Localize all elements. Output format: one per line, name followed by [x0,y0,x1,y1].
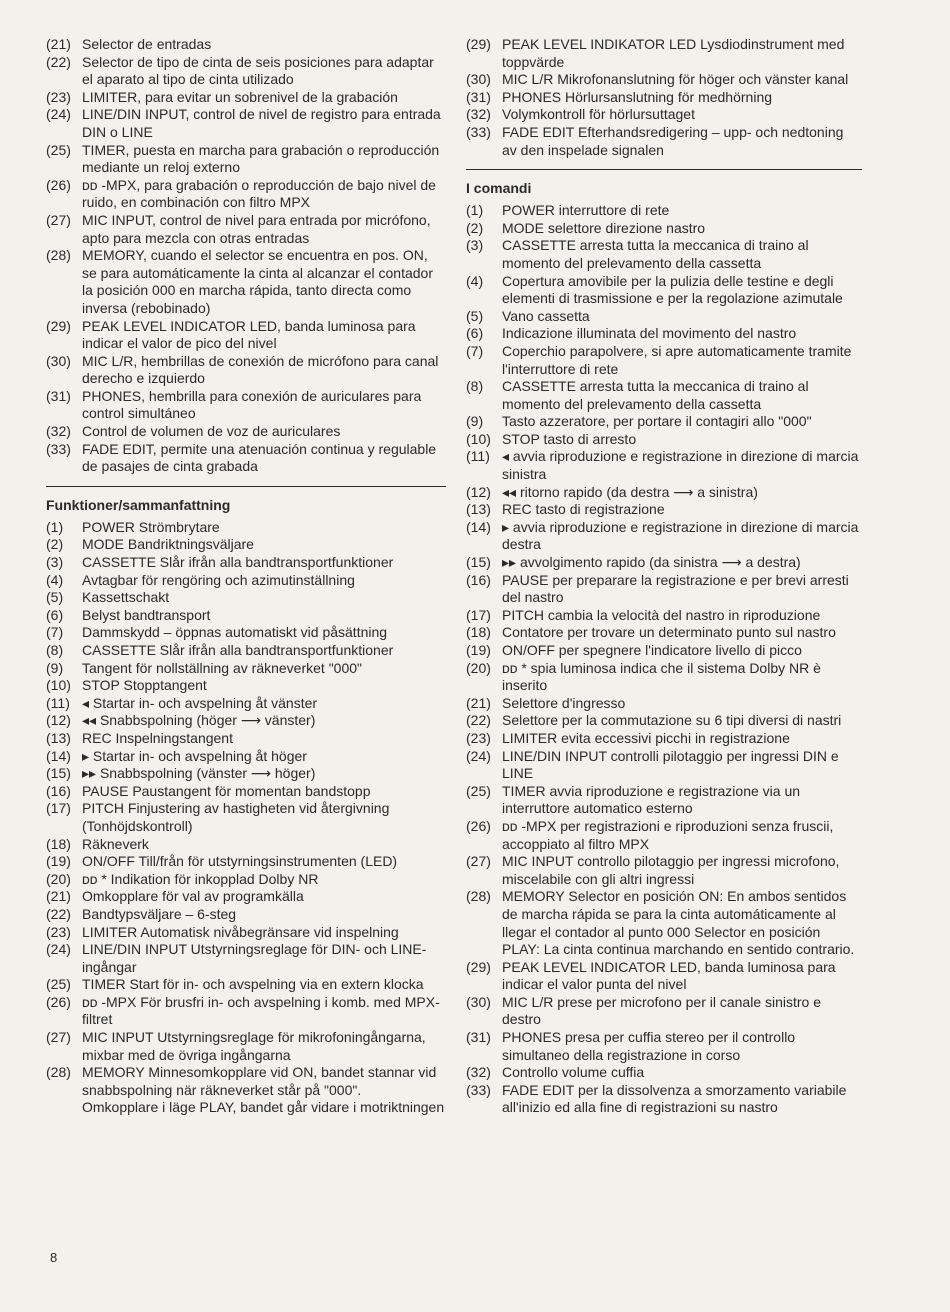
item-text: ▸▸ Snabbspolning (vänster ⟶ höger) [82,765,316,782]
list-item [46,247,446,317]
item-text: ᴅᴅ -MPX, para grabación o reproducción de bajo nivel de ruido, en combinación con filtro MPX [82,176,436,211]
list-item [46,36,446,54]
item-text: Copertura amovibile per la pulizia delle testine e degli elementi di trasmissione e per la regolazione azimutale [502,272,843,307]
item-number: (29) [466,36,491,52]
list-item [466,1082,862,1117]
item-number: (11) [46,694,70,711]
list-item [466,378,862,413]
item-number: (4) [466,272,484,289]
item-number: (27) [466,853,491,870]
list-item [46,212,446,247]
list-item [466,124,862,159]
list-item [466,89,862,107]
list-item [46,89,446,107]
item-text: PEAK LEVEL INDIKATOR LED Lysdiodinstrument med toppvärde [502,36,845,70]
item-number: (28) [46,1064,71,1081]
list-item [46,1064,446,1099]
item-text: CASSETTE Slår ifrån alla bandtransportfunktioner [82,554,394,571]
item-number: (26) [46,176,71,193]
item-text: ▸ avvia riproduzione e registrazione in direzione di marcia destra [502,518,859,553]
page-number: 8 [50,1250,58,1265]
list-item [46,353,446,388]
list-item [46,589,446,607]
item-text: MODE selettore direzione nastro [502,219,706,236]
list-item [46,519,446,537]
item-number: (25) [46,141,71,158]
item-number: (30) [46,352,71,369]
list-item [466,607,862,625]
item-text: TIMER avvia riproduzione e registrazione via un interruttore automatico esterno [502,782,801,817]
list-item [46,941,446,976]
item-text: Tasto azzeratore, per portare il contagiri allo "000" [502,413,812,430]
item-number: (16) [466,571,491,588]
item-number: (26) [466,817,491,834]
swedish-list-continued [466,36,862,159]
item-text: CASSETTE Slår ifrån alla bandtransportfunktioner [82,642,394,658]
item-text: ◂◂ ritorno rapido (da destra ⟶ a sinistra) [502,483,758,500]
list-item [466,994,862,1029]
item-text: CASSETTE arresta tutta la meccanica di traino al momento del prelevamento della cassetta [502,237,809,271]
item-text: ◂◂ Snabbspolning (höger ⟶ vänster) [82,712,316,729]
list-item [46,142,446,177]
list-item [46,783,446,801]
item-text: PEAK LEVEL INDICATOR LED, banda luminosa para indicar el valor punta del nivel [502,958,836,993]
list-item [466,519,862,554]
list-item [466,748,862,783]
list-item [466,106,862,124]
item-number: (20) [466,659,491,676]
list-item [46,906,446,924]
item-number: (17) [46,800,71,817]
list-item [466,1064,862,1082]
item-text: MEMORY, cuando el selector se encuentra en pos. ON, se para automáticamente la cinta al alcanzar el contador la posición 000 en marcha rápida, tanto directa como inversa (rebobinado) [82,247,433,316]
list-item [466,730,862,748]
item-number: (22) [46,905,71,922]
item-number: (15) [466,554,491,571]
item-number: (23) [466,729,491,746]
item-number: (31) [46,387,71,404]
item-text: MEMORY Selector en posición ON: En ambos sentidos de marcha rápida se para la cinta automáticamente al llegar el contador al punto 000 Selector en posición PLAY: La cinta continua marchando en sentido contrario. [502,888,855,958]
item-number: (32) [466,1064,491,1081]
list-item [466,572,862,607]
item-number: (5) [466,307,484,324]
item-number: (6) [466,325,484,342]
list-item [46,441,446,476]
item-text: MIC INPUT Utstyrningsreglage för mikrofoningångarna, mixbar med de övriga ingångarna [82,1029,426,1063]
list-item [46,607,446,625]
item-number: (12) [466,483,491,500]
item-number: (27) [46,1029,71,1046]
item-text: CASSETTE arresta tutta la meccanica di traino al momento del prelevamento della cassetta [502,378,809,412]
left-column [46,36,446,1117]
item-number: (18) [466,624,491,641]
item-text: ᴅᴅ * Indikation för inkopplad Dolby NR [82,870,319,887]
list-item [466,484,862,502]
item-text: LINE/DIN INPUT Utstyrningsreglage för DIN- och LINE-ingångar [82,941,427,975]
list-item [466,660,862,695]
list-item [46,888,446,906]
list-item [466,220,862,238]
list-item [46,677,446,695]
item-number: (2) [466,219,484,236]
item-number: (16) [46,782,71,799]
item-number: (15) [46,765,71,782]
list-item [466,959,862,994]
list-item [46,660,446,678]
item-number: (28) [46,247,71,264]
item-text: PITCH cambia la velocità del nastro in riproduzione [502,606,821,623]
list-item [46,318,446,353]
section-divider [466,169,862,170]
item-text: LIMITER, para evitar un sobrenivel de la grabación [82,88,398,105]
item-number: (5) [46,589,64,606]
item-number: (20) [46,870,71,887]
item-number: (31) [466,1029,491,1046]
item-number: (13) [466,501,491,518]
item-number: (18) [46,835,71,852]
item-number: (26) [46,993,71,1010]
item-text: STOP Stopptangent [82,677,207,694]
item-text: ▸ Startar in- och avspelning åt höger [82,747,307,764]
list-item [46,871,446,889]
item-text: ◂ Startar in- och avspelning åt vänster [82,694,318,711]
list-item [46,924,446,942]
item-number: (29) [466,958,491,975]
item-number: (25) [466,782,491,799]
list-item [466,818,862,853]
italian-list [466,202,862,1117]
item-text: Avtagbar för rengöring och azimutinställning [82,571,355,588]
list-item [46,800,446,835]
list-item [466,413,862,431]
item-number: (30) [466,993,491,1010]
item-text: PHONES Hörlursanslutning för medhörning [502,88,773,105]
item-text: Selettore d'ingresso [502,694,626,711]
item-number: (31) [466,88,491,105]
item-number: (17) [466,606,491,623]
list-item [46,976,446,994]
item-number: (33) [466,123,491,140]
item-text: Belyst bandtransport [82,606,211,623]
item-number: (24) [46,106,71,123]
item-number: (27) [46,211,71,228]
list-item [466,237,862,272]
list-item [466,888,862,958]
item-number: (32) [466,106,491,123]
list-item [466,202,862,220]
item-text: Coperchio parapolvere, si apre automaticamente tramite l'interruttore di rete [502,342,852,377]
item-text: Control de volumen de voz de auriculares [82,423,341,440]
item-text: Selector de entradas [82,36,212,52]
list-item [46,106,446,141]
list-item [46,730,446,748]
item-number: (22) [46,53,71,70]
item-text: ᴅᴅ -MPX För brusfri in- och avspelning i komb. med MPX-filtret [82,993,440,1028]
list-item [466,325,862,343]
item-number: (32) [46,423,71,440]
item-text: Tangent för nollställning av räkneverket "000" [82,659,362,676]
item-number: (14) [466,518,491,535]
item-text: MIC L/R prese per microfono per il canale sinistro e destro [502,993,822,1028]
item-number: (22) [466,712,491,729]
list-item [466,712,862,730]
item-text: MEMORY Minnesomkopplare vid ON, bandet stannar vid snabbspolning när räkneverket står på "000". [82,1064,437,1098]
item-number: (11) [466,448,490,465]
italian-heading: I comandi [466,180,532,197]
list-item [46,642,446,660]
item-text: Controllo volume cuffia [502,1064,645,1081]
item-number: (24) [466,747,491,764]
item-text: POWER Strömbrytare [82,518,220,535]
list-item [46,536,446,554]
list-item [466,273,862,308]
item-text: LIMITER Automatisk nivåbegränsare vid inspelning [82,923,399,940]
item-text: TIMER Start för in- och avspelning via en extern klocka [82,976,424,993]
item-text: PEAK LEVEL INDICATOR LED, banda luminosa para indicar el valor de pico del nivel [82,317,416,352]
list-item [46,177,446,212]
swedish-item-28-continuation: Omkopplare i läge PLAY, bandet går vidare i motriktningen [82,1099,445,1116]
item-number: (4) [46,571,64,588]
item-number: (28) [466,888,491,905]
item-number: (7) [466,342,484,359]
list-item [466,343,862,378]
item-text: PHONES, hembrilla para conexión de auriculares para control simultáneo [82,387,422,422]
item-number: (33) [466,1081,491,1098]
item-number: (30) [466,71,491,88]
item-text: PAUSE per preparare la registrazione e per brevi arresti del nastro [502,571,849,606]
list-item [46,624,446,642]
item-number: (19) [46,853,71,870]
item-text: MIC INPUT, control de nivel para entrada por micrófono, apto para mezcla con otras entradas [82,211,431,246]
item-number: (9) [466,413,484,430]
item-number: (1) [466,202,484,219]
item-number: (23) [46,88,71,105]
item-number: (21) [46,888,71,905]
list-item [46,765,446,783]
item-number: (7) [46,624,64,641]
item-text: FADE EDIT Efterhandsredigering – upp- och nedtoning av den inspelade signalen [502,123,844,158]
item-number: (33) [46,440,71,457]
item-number: (24) [46,941,71,958]
item-number: (14) [46,747,71,764]
list-item [46,748,446,766]
list-item [46,695,446,713]
item-text: MIC L/R Mikrofonanslutning för höger och vänster kanal [502,71,849,88]
item-text: FADE EDIT per la dissolvenza a smorzamento variabile all'inizio ed alla fine di registrazioni su nastro [502,1081,847,1116]
list-item [46,572,446,590]
item-text: FADE EDIT, permite una atenuación continua y regulable de pasajes de cinta grabada [82,440,437,475]
item-text: ᴅᴅ * spia luminosa indica che il sistema Dolby NR è inserito [502,659,821,694]
list-item [46,388,446,423]
item-text: Kassettschakt [82,589,170,606]
list-item [466,1029,862,1064]
item-number: (12) [46,712,71,729]
list-item [466,308,862,326]
list-item [466,695,862,713]
swedish-heading: Funktioner/sammanfattning [46,496,231,513]
item-text: LINE/DIN INPUT controlli pilotaggio per ingressi DIN e LINE [502,747,839,782]
list-item [466,501,862,519]
item-number: (1) [46,518,64,535]
item-text: MIC INPUT controllo pilotaggio per ingressi microfono, miscelabile con gli altri ingressi [502,853,840,887]
item-number: (9) [46,659,64,676]
spanish-list [46,36,446,476]
item-text: PAUSE Paustangent för momentan bandstopp [82,782,371,799]
item-text: ON/OFF per spegnere l'indicatore livello di picco [502,642,802,658]
item-text: STOP tasto di arresto [502,430,637,447]
item-number: (2) [46,536,64,553]
item-text: LINE/DIN INPUT, control de nivel de registro para entrada DIN o LINE [82,106,441,140]
item-number: (21) [46,36,71,52]
item-number: (23) [46,923,71,940]
item-text: REC Inspelningstangent [82,729,233,746]
list-item [46,853,446,871]
item-text: Dammskydd – öppnas automatiskt vid påsättning [82,624,388,641]
section-divider [46,486,446,487]
item-text: ◂ avvia riproduzione e registrazione in direzione di marcia sinistra [502,448,859,483]
item-text: REC tasto di registrazione [502,501,665,518]
item-text: Selector de tipo de cinta de seis posiciones para adaptar el aparato al tipo de cinta utilizado [82,53,434,88]
item-text: PHONES presa per cuffia stereo per il controllo simultaneo della registrazione in corso [502,1029,796,1063]
item-text: Räkneverk [82,835,149,852]
item-number: (10) [46,677,71,694]
item-text: ▸▸ avvolgimento rapido (da sinistra ⟶ a destra) [502,554,801,571]
list-item [46,54,446,89]
swedish-list [46,519,446,1100]
right-column [466,36,862,1117]
item-text: Vano cassetta [502,307,590,324]
item-number: (21) [466,694,491,711]
item-text: ᴅᴅ -MPX per registrazioni e riproduzioni senza fruscii, accoppiato al filtro MPX [502,817,834,852]
item-number: (3) [46,554,64,571]
item-text: Volymkontroll för hörlursuttaget [502,106,695,123]
item-text: POWER interruttore di rete [502,202,670,219]
item-text: Indicazione illuminata del movimento del nastro [502,325,797,342]
item-number: (25) [46,976,71,993]
item-text: LIMITER evita eccessivi picchi in registrazione [502,729,790,746]
item-number: (13) [46,729,71,746]
item-text: Bandtypsväljare – 6-steg [82,905,237,922]
item-number: (6) [46,606,64,623]
item-text: Omkopplare för val av programkälla [82,888,304,905]
list-item [46,1029,446,1064]
list-item [466,448,862,483]
item-text: Contatore per trovare un determinato punto sul nastro [502,624,836,641]
item-number: (19) [466,642,491,658]
list-item [466,36,862,71]
item-number: (8) [466,378,484,395]
item-text: TIMER, puesta en marcha para grabación o reproducción mediante un reloj externo [82,141,440,176]
item-number: (10) [466,430,491,447]
item-text: PITCH Finjustering av hastigheten vid återgivning (Tonhöjdskontroll) [82,800,390,834]
item-number: (8) [46,642,64,658]
list-item [466,642,862,660]
list-item [466,71,862,89]
list-item [466,853,862,888]
list-item [46,554,446,572]
list-item [466,783,862,818]
list-item [466,431,862,449]
list-item [466,554,862,572]
list-item [46,423,446,441]
item-text: MIC L/R, hembrillas de conexión de micrófono para canal derecho e izquierdo [82,352,439,387]
item-text: MODE Bandriktningsväljare [82,536,254,553]
list-item [46,712,446,730]
item-text: Selettore per la commutazione su 6 tipi diversi di nastri [502,712,842,729]
item-number: (29) [46,317,71,334]
list-item [46,836,446,854]
list-item [466,624,862,642]
list-item [46,994,446,1029]
item-number: (3) [466,237,484,254]
item-text: ON/OFF Till/från för utstyrningsinstrumenten (LED) [82,853,398,870]
